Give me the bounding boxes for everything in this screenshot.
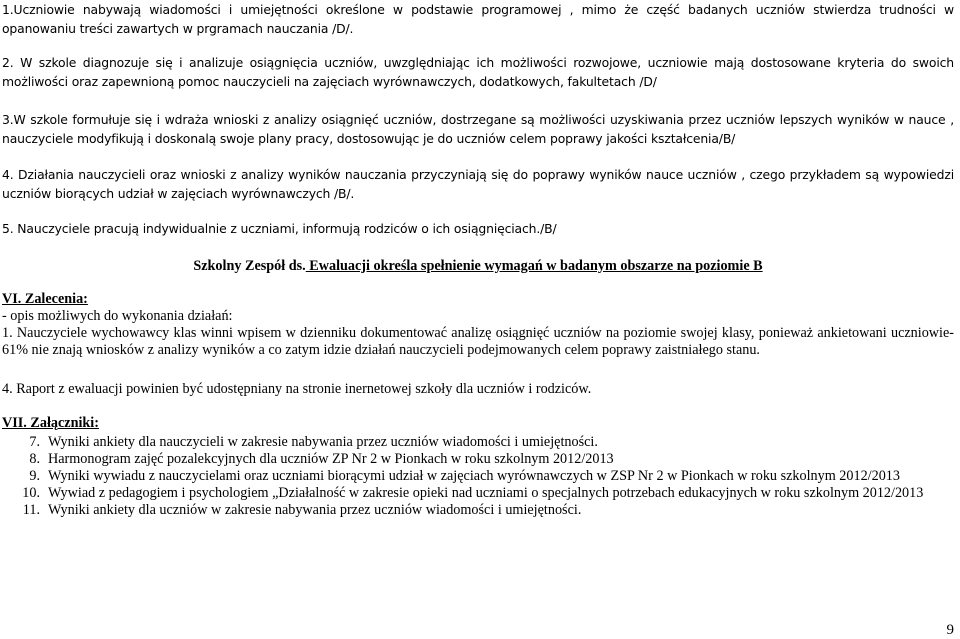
attachment-text: Harmonogram zajęć pozalekcyjnych dla uczniów ZP Nr 2 w Pionkach w roku szkolnym 2012/2013 (48, 451, 614, 467)
conclusion-4: 4. Działania nauczycieli oraz wnioski z analizy wyników nauczania przyczyniają się do poprawy wyników nauce uczniów , czego przykładem są wypowiedzi uczniów biorących udział w zajęciach wyrównawczych /B/. (2, 167, 954, 201)
summary-statement: Ewaluacji określa spełnienie wymagań w badanym obszarze na poziomie B (305, 258, 763, 274)
conclusion-1: 1.Uczniowie nabywają wiadomości i umiejętności określone w podstawie programowej , mimo że część badanych uczniów stwierdza trudności w opanowaniu treści zawartych w prgramach nauczania /D/. (2, 2, 954, 36)
attachments-heading-text: VII. Załączniki: (2, 415, 99, 431)
attachment-item (0, 434, 954, 451)
attachment-number: 8. (29, 451, 40, 467)
conclusion-3: 3.W szkole formułuje się i wdraża wnioski z analizy osiągnięć uczniów, dostrzegane są możliwości uzyskiwania przez uczniów lepszych wyników w nauce , nauczyciele modyfikują i doskonalą swoje plany pracy, dostosowując je do uczniów celem poprawy jakości kształcenia/B/ (2, 112, 954, 146)
summary-school: Szkolny Zespół ds. (193, 258, 306, 274)
attachment-item (0, 468, 954, 485)
recommendations-heading-text: VI. Zalecenia: (2, 291, 88, 307)
attachment-text: Wyniki ankiety dla nauczycieli w zakresie nabywania przez uczniów wiadomości i umiejętności. (48, 434, 598, 450)
attachment-item (0, 485, 954, 502)
attachment-number: 11. (22, 502, 40, 518)
attachment-text: Wyniki wywiadu z nauczycielami oraz uczniami biorącymi udział w zajęciach wyrównawczych w ZSP Nr 2 w Pionkach w roku szkolnym 2012/2013 (48, 468, 900, 484)
page-number: 9 (946, 622, 954, 638)
attachment-number: 7. (29, 434, 40, 450)
attachment-number: 9. (29, 468, 40, 484)
attachment-number: 10. (22, 485, 40, 501)
attachment-item (0, 451, 954, 468)
attachments-list (0, 434, 954, 519)
attachments-heading (2, 415, 954, 432)
attachment-item (0, 502, 954, 519)
recommendations-subheading: - opis możliwych do wykonania działań: (2, 308, 233, 324)
conclusion-2: 2. W szkole diagnozuje się i analizuje osiągnięcia uczniów, uwzględniając ich możliwości rozwojowe, uczniowie mają dostosowane kryteria do swoich możliwości oraz zapewnioną pomoc nauczycieli na zajęciach wyrównawczych, dodatkowych, fakultetach /D/ (2, 55, 954, 89)
attachment-text: Wyniki ankiety dla uczniów w zakresie nabywania przez uczniów wiadomości i umiejętności. (48, 502, 582, 518)
recommendation-1: 1. Nauczyciele wychowawcy klas winni wpisem w dzienniku dokumentować analizę osiągnięć uczniów na poziomie swojej klasy, ponieważ ankietowani uczniowie- 61% nie znają wniosków z analizy wyników a co zatym idzie działań nauczycieli podejmowanych celem poprawy zaistniałego stanu. (2, 325, 954, 358)
attachment-text: Wywiad z pedagogiem i psychologiem „Działalność w zakresie opieki nad uczniami o specjalnych potrzebach edukacyjnych w roku szkolnym 2012/2013 (48, 485, 924, 501)
conclusion-5: 5. Nauczyciele pracują indywidualnie z uczniami, informują rodziców o ich osiągnięciach./B/ (2, 221, 557, 236)
evaluation-summary (2, 258, 954, 275)
recommendations-heading (2, 291, 954, 308)
recommendation-4: 4. Raport z ewaluacji powinien być udostępniany na stronie inernetowej szkoły dla uczniów i rodziców. (2, 381, 592, 397)
